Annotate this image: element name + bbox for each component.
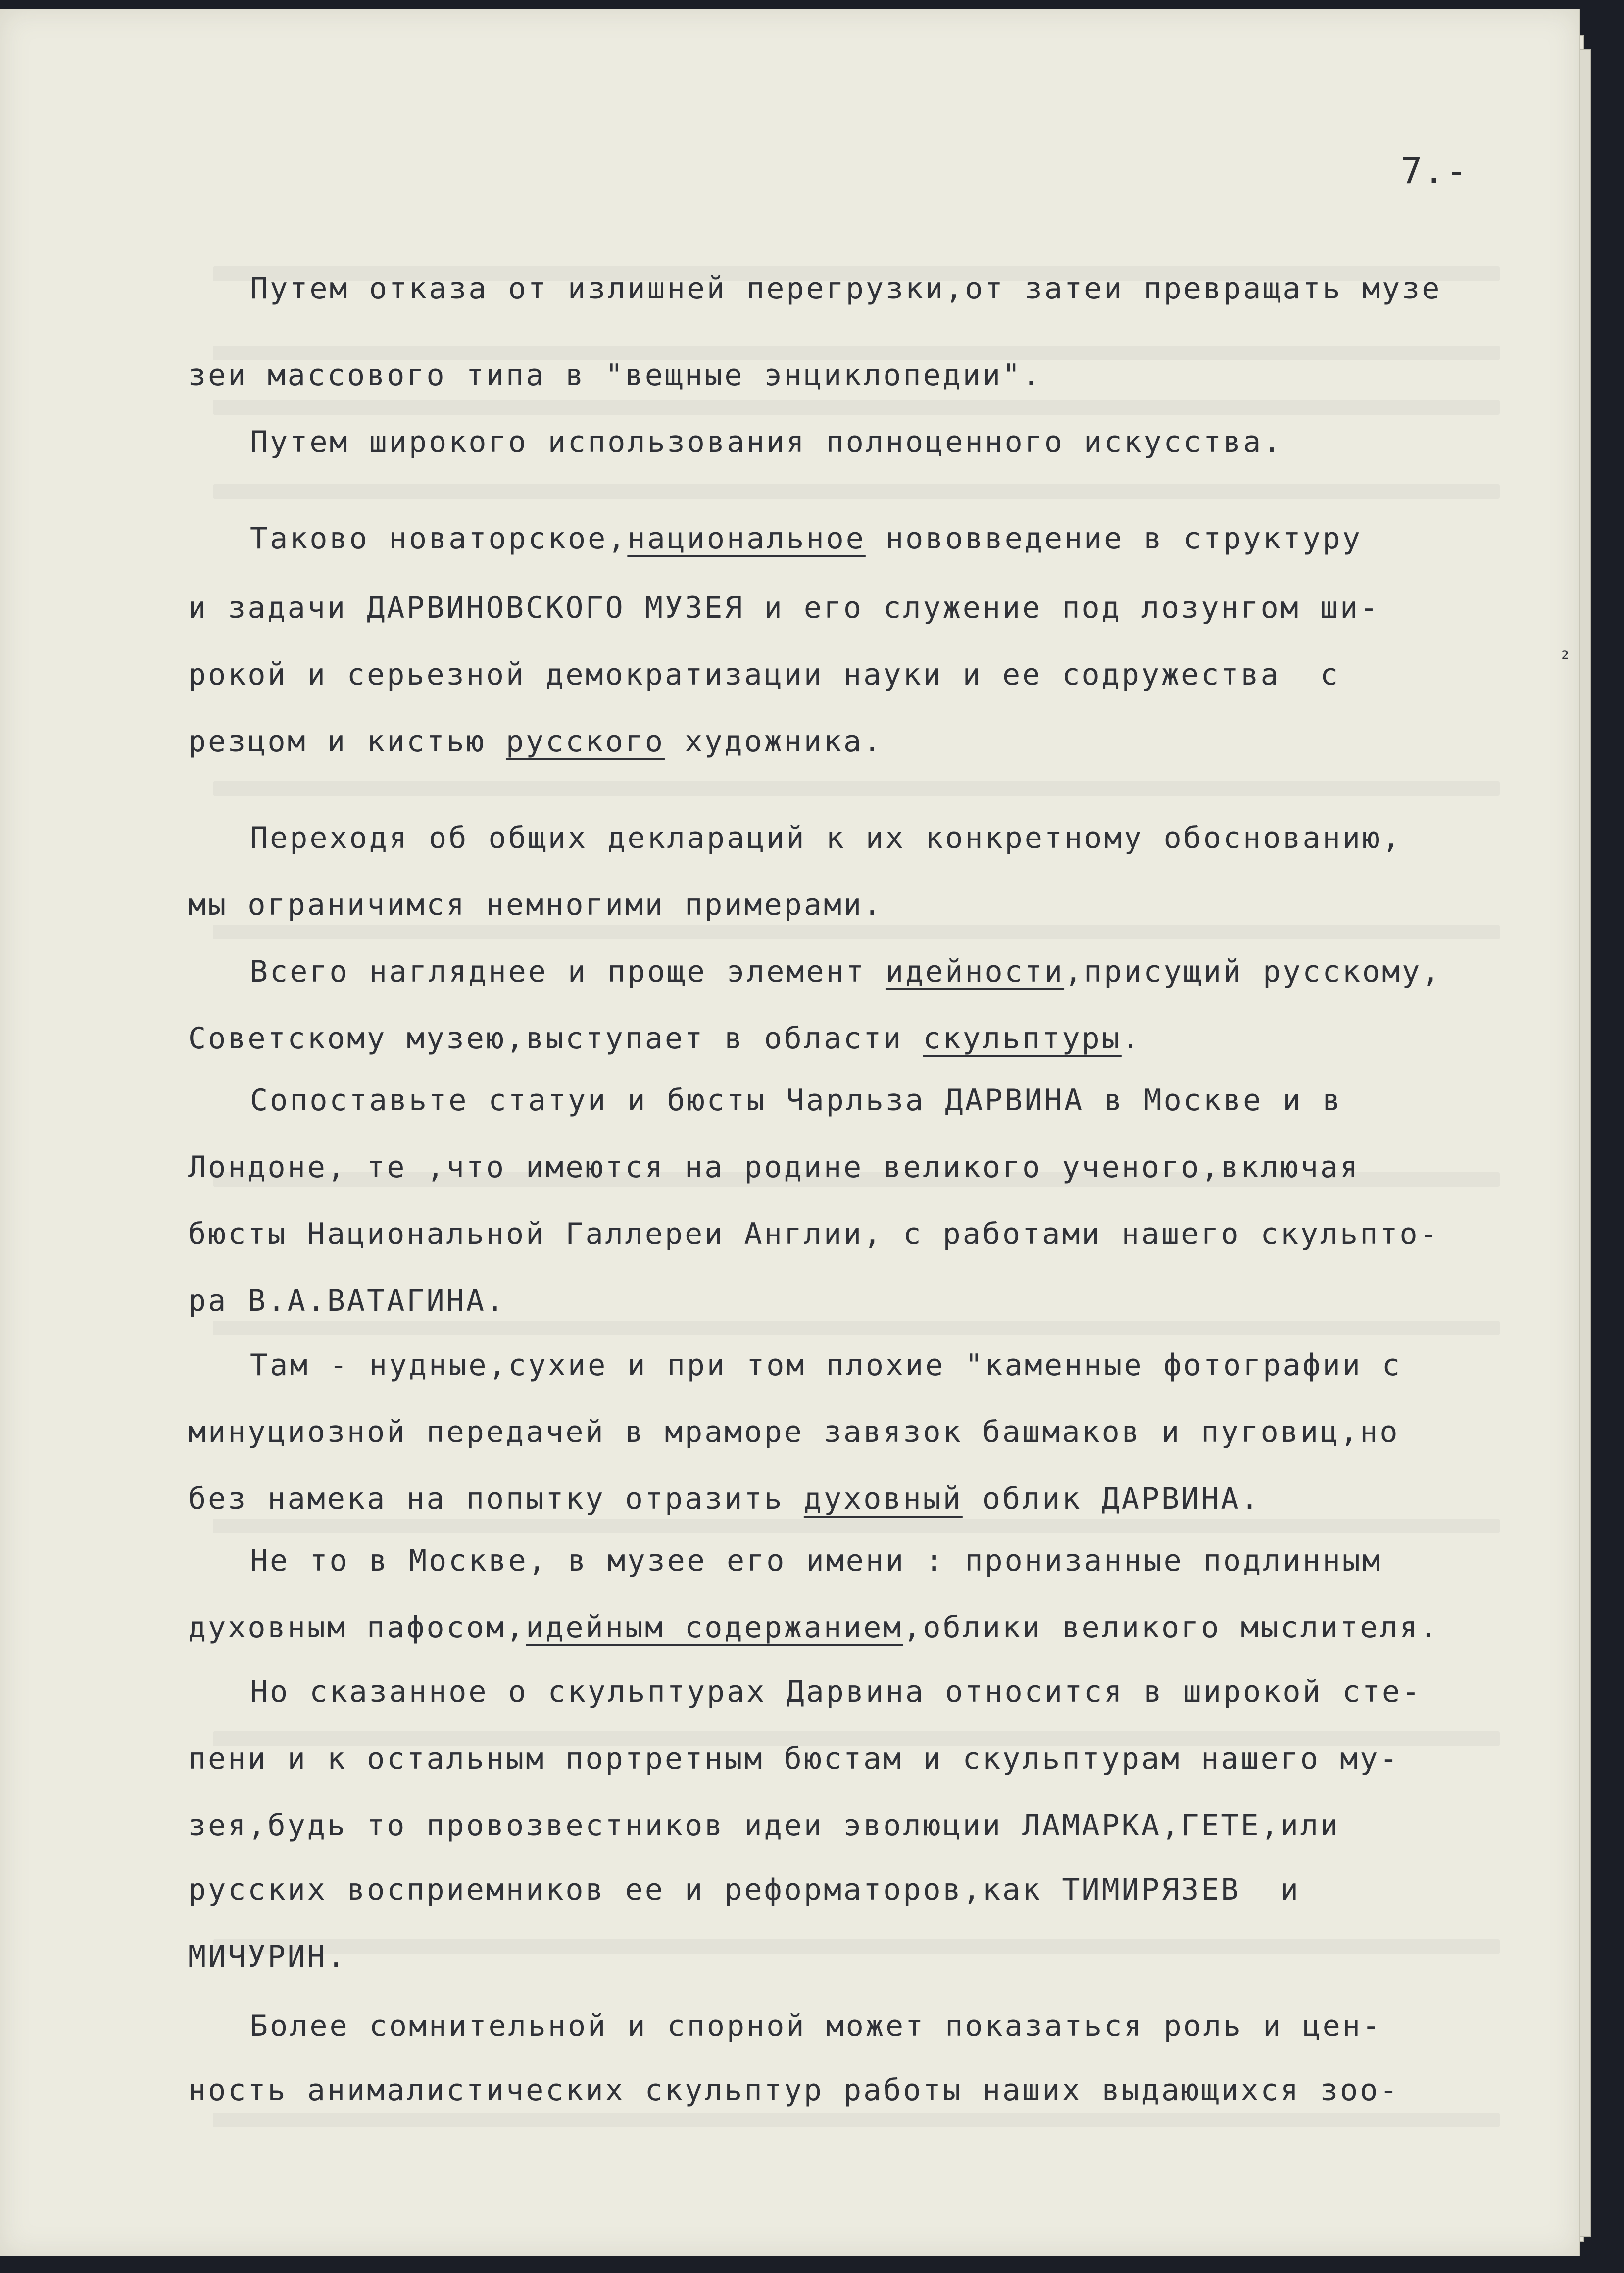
text-line: без намека на попытку отразить духовный облик ДАРВИНА. [188, 1482, 1261, 1516]
text-line: бюсты Национальной Галлереи Англии, с работами нашего скульпто- [188, 1217, 1439, 1251]
text-line: Там - нудные,сухие и при том плохие "каменные фотографии с [250, 1348, 1402, 1383]
text-line: духовным пафосом,идейным содержанием,облики великого мыслителя. [188, 1610, 1439, 1645]
text-line: ра В.А.ВАТАГИНА. [188, 1284, 506, 1318]
bleed-through-text [213, 1939, 1500, 1954]
text-line: Но сказанное о скульптурах Дарвина относится в широкой сте- [250, 1675, 1422, 1709]
page-number: 7.- [1401, 150, 1469, 192]
text-line: Переходя об общих деклараций к их конкретному обоснованию, [250, 821, 1402, 855]
text-line: МИЧУРИН. [188, 1939, 347, 1974]
text-line: Путем широкого использования полноценного искусства. [250, 425, 1283, 459]
bleed-through-text [213, 1321, 1500, 1335]
document-page [0, 9, 1580, 2256]
text-line: русских восприемников ее и реформаторов,как ТИМИРЯЗЕВ и [188, 1873, 1300, 1907]
bleed-through-text [213, 781, 1500, 796]
text-line: резцом и кистью русского художника. [188, 724, 884, 759]
text-line: Более сомнительной и спорной может показаться роль и цен- [250, 2009, 1382, 2043]
bleed-through-text [213, 2113, 1500, 2127]
text-line: Не то в Москве, в музее его имени : пронизанные подлинным [250, 1543, 1382, 1578]
text-line: зеи массового типа в "вещные энциклопедии". [188, 358, 1042, 393]
bleed-through-text [213, 400, 1500, 415]
text-line: Советскому музею,выступает в области скульптуры. [188, 1021, 1141, 1056]
text-line: Всего нагляднее и проще элемент идейности,присущий русскому, [250, 954, 1442, 989]
text-line: рокой и серьезной демократизации науки и ее содружества с [188, 657, 1340, 692]
text-line: Таково новаторское,национальное нововведение в структуру [250, 521, 1362, 556]
text-line: Сопоставьте статуи и бюсты Чарльза ДАРВИНА в Москве и в [250, 1083, 1342, 1118]
text-line: пени и к остальным портретным бюстам и скульптурам нашего му- [188, 1741, 1400, 1776]
text-line: ность анималистических скульптур работы наших выдающихся зоо- [188, 2073, 1400, 2108]
text-line: минуциозной передачей в мраморе завязок башмаков и пуговиц,но [188, 1415, 1400, 1449]
bleed-through-text [213, 925, 1500, 939]
bleed-through-text [213, 484, 1500, 499]
bleed-through-text [213, 1519, 1500, 1533]
text-line: мы ограничимся немногими примерами. [188, 888, 884, 922]
margin-mark: ² [1559, 647, 1572, 670]
text-line: Лондоне, те ,что имеются на родине великого ученого,включая [188, 1150, 1360, 1185]
text-line: и задачи ДАРВИНОВСКОГО МУЗЕЯ и его служение под лозунгом ши- [188, 591, 1380, 625]
text-line: Путем отказа от излишней перегрузки,от затеи превращать музе [250, 271, 1442, 306]
text-line: зея,будь то провозвестников идеи эволюции ЛАМАРКА,ГЕТЕ,или [188, 1808, 1340, 1843]
